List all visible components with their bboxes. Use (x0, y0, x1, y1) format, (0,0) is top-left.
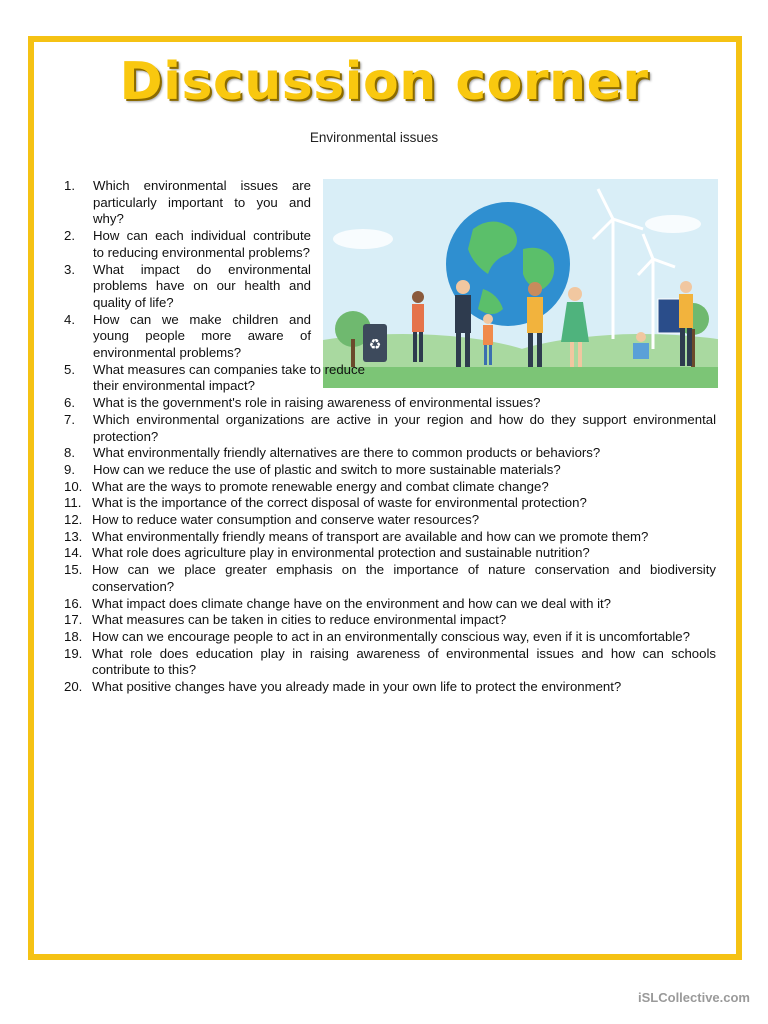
list-item (64, 562, 716, 595)
item-text: What is the importance of the correct disposal of waste for environmental protection? (92, 495, 587, 511)
item-number: 18. (64, 628, 83, 644)
item-text: What role does education play in raising awareness of environmental issues and how can schools contribute to this? (92, 645, 716, 678)
item-number: 5. (64, 361, 75, 377)
item-number: 10. (64, 478, 83, 494)
list-item (64, 228, 716, 261)
item-text: What measures can be taken in cities to reduce environmental impact? (92, 612, 507, 628)
item-number: 4. (64, 311, 75, 327)
list-item (64, 312, 716, 362)
list-item (64, 395, 716, 412)
item-text: How can we place greater emphasis on the importance of nature conservation and biodiversity conservation? (92, 562, 716, 594)
item-text: What is the government's role in raising awareness of environmental issues? (93, 395, 541, 411)
item-number: 12. (64, 512, 83, 528)
list-item (64, 445, 716, 462)
item-number: 3. (64, 261, 75, 277)
list-item (64, 479, 716, 496)
item-text: What environmentally friendly alternatives are there to common products or behaviors? (93, 445, 601, 461)
list-item (64, 629, 716, 646)
item-number: 7. (64, 411, 75, 427)
item-text: What impact does climate change have on the environment and how can we deal with it? (92, 595, 612, 611)
item-number: 9. (64, 461, 75, 477)
item-number: 19. (64, 645, 83, 661)
list-item (64, 462, 716, 479)
item-text: How to reduce water consumption and conserve water resources? (92, 512, 480, 528)
list-item (64, 495, 716, 512)
item-text: What are the ways to promote renewable energy and combat climate change? (92, 478, 549, 494)
svg-text:♻: ♻ (368, 337, 382, 353)
item-number: 2. (64, 228, 75, 244)
watermark-footer: iSLCollective.com (638, 990, 750, 1005)
page-subtitle: Environmental issues (309, 130, 439, 145)
item-number: 1. (64, 178, 75, 193)
list-item (64, 679, 716, 696)
item-text: What positive changes have you already made in your own life to protect the environment? (92, 679, 622, 695)
item-number: 20. (64, 679, 83, 695)
item-text: Which environmental organizations are active in your region and how do they support environmental protection? (93, 411, 716, 444)
list-item (64, 362, 716, 395)
item-text: How can we encourage people to act in an environmentally conscious way, even if it is uncomfortable? (92, 628, 690, 644)
item-number: 14. (64, 545, 83, 561)
list-item (64, 262, 716, 312)
item-text: How can each individual contribute to reducing environmental problems? (93, 228, 311, 260)
item-number: 11. (64, 495, 82, 511)
item-text: How can we make children and young people more aware of environmental problems? (93, 311, 311, 361)
list-item (64, 646, 716, 679)
list-item (64, 412, 716, 445)
list-item (64, 178, 716, 228)
item-number: 8. (64, 445, 75, 461)
list-item (64, 529, 716, 546)
item-text: How can we reduce the use of plastic and switch to more sustainable materials? (93, 461, 561, 477)
item-number: 15. (64, 562, 83, 578)
item-number: 16. (64, 595, 83, 611)
item-number: 17. (64, 612, 83, 628)
item-text: What impact do environmental problems have on our health and quality of life? (93, 261, 311, 310)
item-number: 13. (64, 528, 83, 544)
question-list (64, 178, 716, 696)
list-item (64, 612, 716, 629)
list-item (64, 596, 716, 613)
item-text: Which environmental issues are particularly important to you and why? (93, 178, 311, 227)
item-text: What role does agriculture play in environmental protection and sustainable nutrition? (92, 545, 590, 561)
list-item (64, 545, 716, 562)
item-number: 6. (64, 395, 75, 411)
page-title: Discussion corner (119, 52, 649, 112)
item-text: What environmentally friendly means of transport are available and how can we promote them? (92, 528, 649, 544)
item-text: What measures can companies take to reduce their environmental impact? (93, 361, 365, 394)
list-item (64, 512, 716, 529)
